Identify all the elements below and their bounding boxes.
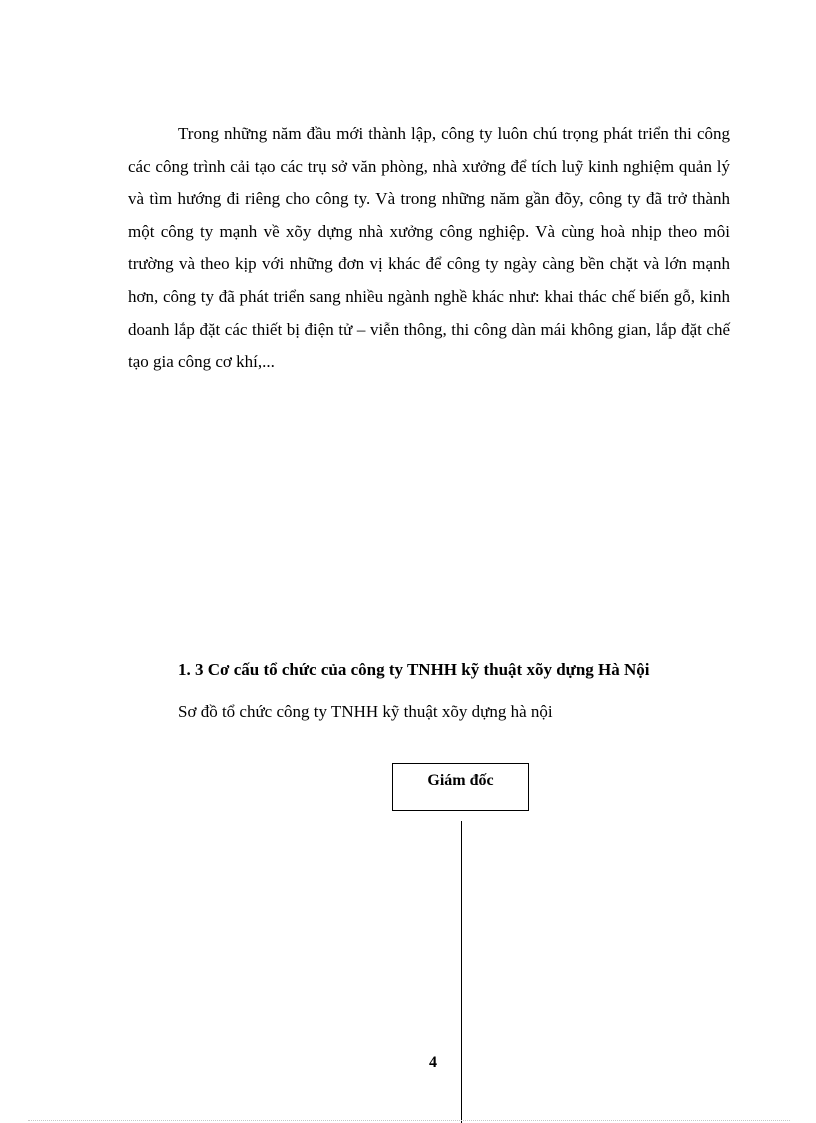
org-chart-director-box: Giám đốc	[392, 763, 529, 811]
org-chart-caption: Sơ đồ tổ chức công ty TNHH kỹ thuật xõy dựng hà nội	[178, 702, 553, 721]
page-number: 4	[429, 1054, 437, 1071]
intro-paragraph: Trong những năm đầu mới thành lập, công ty luôn chú trọng phát triển thi công các công trình cải tạo các trụ sở văn phòng, nhà xưởng để tích luỹ kinh nghiệm quản lý và tìm hướng đi riêng cho công ty. Và trong những năm gần đõy, công ty đã trở thành một công ty mạnh về xõy dựng nhà xưởng công nghiệp. Và cùng hoà nhịp theo môi trường và theo kịp với những đơn vị khác để công ty ngày càng bền chặt và lớn mạnh hơn, công ty đã phát triển sang nhiều ngành nghề khác như: khai thác chế biến gỗ, kinh doanh lắp đặt các thiết bị điện tử – viễn thông, thi công dàn mái không gian, lắp đặt chế tạo gia công cơ khí,...	[128, 124, 730, 372]
section-heading: 1. 3 Cơ cấu tổ chức của công ty TNHH kỹ thuật xõy dựng Hà Nội	[178, 660, 650, 679]
page-bottom-divider	[28, 1120, 790, 1121]
org-chart-connector-line	[461, 821, 462, 1123]
